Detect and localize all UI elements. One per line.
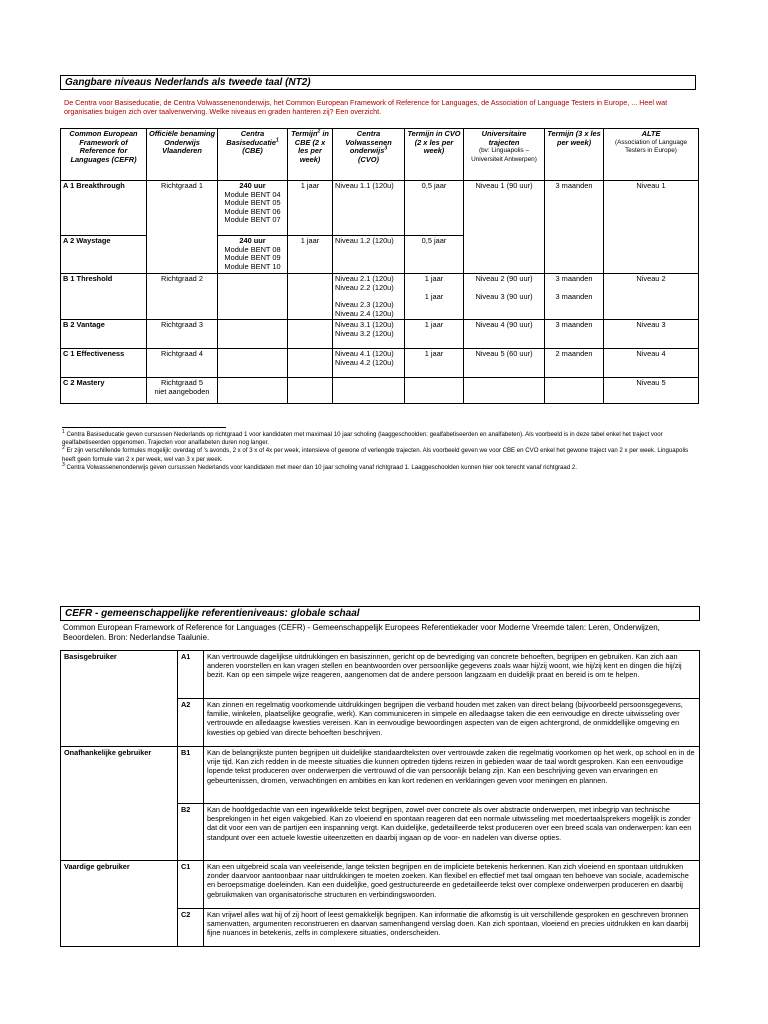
cell-cbe — [218, 378, 288, 404]
cell-cefr: B 2 Vantage — [61, 320, 147, 349]
cell-user-group: Onafhankelijke gebruiker — [61, 747, 178, 861]
cell-termijn-univ: 3 maanden — [545, 320, 604, 349]
cell-officiele: Richtgraad 5 niet aangeboden — [147, 378, 218, 404]
table-row — [61, 747, 700, 804]
section-2-intro: Common European Framework of Reference for Languages (CEFR) - Gemeenschappelijk Europees Referentiekader voor Moderne Vreemde talen: Leren, Onderwijzen, Beoordelen. Bron: Nederlandse Taalunie. — [63, 623, 660, 642]
cell-termijn-univ — [545, 378, 604, 404]
cell-cefr: C 1 Effectiveness — [61, 349, 147, 378]
table-row — [61, 181, 699, 236]
header-cefr: Common European Framework of Reference for Languages (CEFR) — [61, 129, 147, 181]
cell-level-code: C2 — [178, 909, 204, 947]
cell-officiele: Richtgraad 4 — [147, 349, 218, 378]
cell-level-description: Kan zinnen en regelmatig voorkomende uitdrukkingen begrijpen die verband houden met zaken van direct belang (bijvoorbeeld persoonsgegevens, familie, winkelen, plaatselijke geografie, werk). Kan communiceren in simpele en alledaagse taken die een eenvoudige en directe uitwisseling over vertrouwde en alledaagse kwesties vereisen. Kan in eenvoudige bewoordingen aspecten van de eigen achtergrond, de onmiddellijke omgeving en kwesties op gebied van directe behoeften beschrijven. — [204, 699, 700, 747]
footnotes — [62, 428, 702, 472]
cell-cvo: Niveau 2.1 (120u) Niveau 2.2 (120u) Niveau 2.3 (120u) Niveau 2.4 (120u) — [333, 274, 405, 320]
cell-termijn-cvo: 0,5 jaar — [405, 181, 464, 236]
section-2-title: CEFR - gemeenschappelijke referentieniveaus: globale schaal — [60, 606, 700, 621]
header-cbe: Centra Basiseducatie$^1$ (CBE) — [218, 129, 288, 181]
cell-univ: Niveau 5 (60 uur) — [464, 349, 545, 378]
cell-level-code: B1 — [178, 747, 204, 804]
table-row — [61, 861, 700, 909]
cefr-global-scale-table — [60, 650, 700, 947]
cell-cvo: Niveau 4.1 (120u) Niveau 4.2 (120u) — [333, 349, 405, 378]
cell-cbe — [218, 349, 288, 378]
section-1-intro: De Centra voor Basiseducatie, de Centra Volwassenenonderwijs, het Common European Framework of Reference for Languages, de Association of Language Testers in Europe, ... Heel wat organisaties buigen zich over taalverwerving. Welke niveaus en graden hanteren zij? Een overzicht. — [64, 98, 668, 116]
cell-cefr: C 2 Mastery — [61, 378, 147, 404]
cell-termijn-cbe — [288, 274, 333, 320]
cell-cvo: Niveau 1.2 (120u) — [333, 236, 405, 274]
cell-alte: Niveau 2 — [604, 274, 699, 320]
cell-alte: Niveau 3 — [604, 320, 699, 349]
cell-officiele: Richtgraad 2 — [147, 274, 218, 320]
cell-level-description: Kan de belangrijkste punten begrijpen uit duidelijke standaardteksten over vertrouwde zaken die regelmatig voorkomen op het werk, op school en in de vrije tijd. Kan zich redden in de meeste situaties die kunnen optreden tijdens reizen in gebieden waar de taal wordt gesproken. Kan een eenvoudige lopende tekst produceren over onderwerpen die vertrouwd of die van persoonlijk belang zijn. Kan een beschrijving geven van ervaringen en gebeurtenissen, dromen, verwachtingen en ambities en kan kort redenen en verklaringen geven voor meningen en plannen. — [204, 747, 700, 804]
cell-cbe: 240 uur Module BENT 08 Module BENT 09 Module BENT 10 — [218, 236, 288, 274]
cell-cefr: B 1 Threshold — [61, 274, 147, 320]
footnote-divider — [62, 427, 226, 428]
cell-user-group: Basisgebruiker — [61, 651, 178, 747]
footnote: $^1$ Centra Basiseducatie geven cursussen Nederlands op richtgraad 1 voor kandidaten met maximaal 10 jaar scholing (laaggeschoolden: gealfabetiseerden en analfabeten). Als voorbeeld is in deze tabel enkel het traject voor gealfabetiseerden opgenomen. Trajecten voor analfabeten duren nog langer. — [62, 428, 663, 447]
cell-alte: Niveau 4 — [604, 349, 699, 378]
cell-level-description: Kan een uitgebreid scala van veeleisende, lange teksten begrijpen en de impliciete betekenis herkennen. Kan zich vloeiend en spontaan uitdrukken zonder daarvoor aantoonbaar naar uitdrukkingen te moeten zoeken. Kan flexibel en effectief met taal omgaan ten behoeve van sociale, academische en beroepsmatige doeleinden. Kan een duidelijke, goed gestructureerde en gedetailleerde tekst over complexe onderwerpen produceren en daarbij gebruikmaken van organisatorische structuren en verbindingswoorden. — [204, 861, 700, 909]
table-row — [61, 274, 699, 320]
cell-termijn-cbe — [288, 349, 333, 378]
header-row — [61, 129, 699, 181]
cell-officiele: Richtgraad 3 — [147, 320, 218, 349]
cell-termijn-cbe: 1 jaar — [288, 181, 333, 236]
table-row — [61, 378, 699, 404]
header-termijn-cbe: Termijn$^2$ in CBE (2 x les per week) — [288, 129, 333, 181]
cell-termijn-cvo: 0,5 jaar — [405, 236, 464, 274]
cell-termijn-univ: 2 maanden — [545, 349, 604, 378]
header-termijn-univ: Termijn (3 x les per week) — [545, 129, 604, 181]
cell-termijn-cvo — [405, 378, 464, 404]
cell-alte: Niveau 1 — [604, 181, 699, 274]
cell-officiele: Richtgraad 1 — [147, 181, 218, 274]
cell-termijn-cbe — [288, 378, 333, 404]
cell-termijn-cvo: 1 jaar — [405, 320, 464, 349]
cell-univ: Niveau 2 (90 uur) Niveau 3 (90 uur) — [464, 274, 545, 320]
footnote: $^2$ Er zijn verschillende formules mogelijk: overdag of 's avonds, 2 x of 3 x of 4x per week, intensieve of gewone of verlengde trajecten. Als voorbeeld geven we voor CBE en CVO enkel het gewone traject van 2 x per week. Linguapolis heeft geen formule van 2 x per week, wel van 3 x per week. — [62, 445, 689, 463]
nt2-levels-table — [60, 128, 699, 404]
cell-level-code: A1 — [178, 651, 204, 699]
cell-termijn-univ: 3 maanden 3 maanden — [545, 274, 604, 320]
cell-termijn-cvo: 1 jaar — [405, 349, 464, 378]
cell-cvo — [333, 378, 405, 404]
table-row — [61, 320, 699, 349]
table-row — [61, 651, 700, 699]
cell-cbe — [218, 274, 288, 320]
header-univ: Universitaire trajecten (bv: Linguapolis – Universiteit Antwerpen) — [464, 129, 545, 181]
cell-univ — [464, 378, 545, 404]
header-officiele: Officiële benaming Onderwijs Vlaanderen — [147, 129, 218, 181]
header-alte: ALTE (Association of Language Testers in Europe) — [604, 129, 699, 181]
cell-cvo: Niveau 3.1 (120u) Niveau 3.2 (120u) — [333, 320, 405, 349]
cell-univ: Niveau 4 (90 uur) — [464, 320, 545, 349]
footnote: $^3$ Centra Volwassenenonderwijs geven cursussen Nederlands voor kandidaten met meer dan 10 jaar scholing vanaf richtgraad 1. Laaggeschoolden kunnen hier ook terecht vanaf richtgraad 2. — [62, 461, 577, 471]
header-cvo: Centra Volwassenen onderwijs$^3$ (CVO) — [333, 129, 405, 181]
cell-level-description: Kan vrijwel alles wat hij of zij hoort of leest gemakkelijk begrijpen. Kan informatie die afkomstig is uit verschillende gesproken en geschreven bronnen samenvatten, argumenten reconstrueren en daarvan samenhangend verslag doen. Kan zich spontaan, vloeiend en precies uitdrukken en kan daarbij fijne nuances in betekenis, zelfs in complexere situaties, onderscheiden. — [204, 909, 700, 947]
cell-level-description: Kan vertrouwde dagelijkse uitdrukkingen en basiszinnen, gericht op de bevrediging van concrete behoeften, begrijpen en gebruiken. Kan zich aan anderen voorstellen en kan vragen stellen en beantwoorden over persoonlijke gegevens zoals waar hij/zij woont, wie hij/zij kent en dingen die hij/zij bezit. Kan op een simpele wijze reageren, aangenomen dat de andere persoon langzaam en duidelijk praat en bereid is om te helpen. — [204, 651, 700, 699]
cell-user-group: Vaardige gebruiker — [61, 861, 178, 947]
cell-alte: Niveau 5 — [604, 378, 699, 404]
header-termijn-cvo: Termijn in CVO (2 x les per week) — [405, 129, 464, 181]
cell-termijn-cvo: 1 jaar 1 jaar — [405, 274, 464, 320]
cell-cbe: 240 uur Module BENT 04 Module BENT 05 Module BENT 06 Module BENT 07 — [218, 181, 288, 236]
cell-termijn-univ: 3 maanden — [545, 181, 604, 274]
cell-level-code: B2 — [178, 804, 204, 861]
cell-cefr: A 2 Waystage — [61, 236, 147, 274]
table-row — [61, 349, 699, 378]
cell-level-code: C1 — [178, 861, 204, 909]
cell-cefr: A 1 Breakthrough — [61, 181, 147, 236]
cell-univ: Niveau 1 (90 uur) — [464, 181, 545, 274]
section-1-title: Gangbare niveaus Nederlands als tweede taal (NT2) — [60, 75, 696, 90]
cell-level-description: Kan de hoofdgedachte van een ingewikkelde tekst begrijpen, zowel over concrete als over abstracte onderwerpen, met inbegrip van technische besprekingen in het eigen vakgebied. Kan zo vloeiend en spontaan reageren dat een normale uitwisseling met moedertaalsprekers mogelijk is zonder dat dit voor een van de partijen een inspanning vergt. Kan duidelijke, gedetailleerde tekst produceren over een breed scala van onderwerpen: kan een standpunt over een actuele kwestie uiteenzetten en daarbij ingaan op de voor- en nadelen van diverse opties. — [204, 804, 700, 861]
cell-level-code: A2 — [178, 699, 204, 747]
cell-termijn-cbe — [288, 320, 333, 349]
cell-termijn-cbe: 1 jaar — [288, 236, 333, 274]
cell-cvo: Niveau 1.1 (120u) — [333, 181, 405, 236]
cell-cbe — [218, 320, 288, 349]
